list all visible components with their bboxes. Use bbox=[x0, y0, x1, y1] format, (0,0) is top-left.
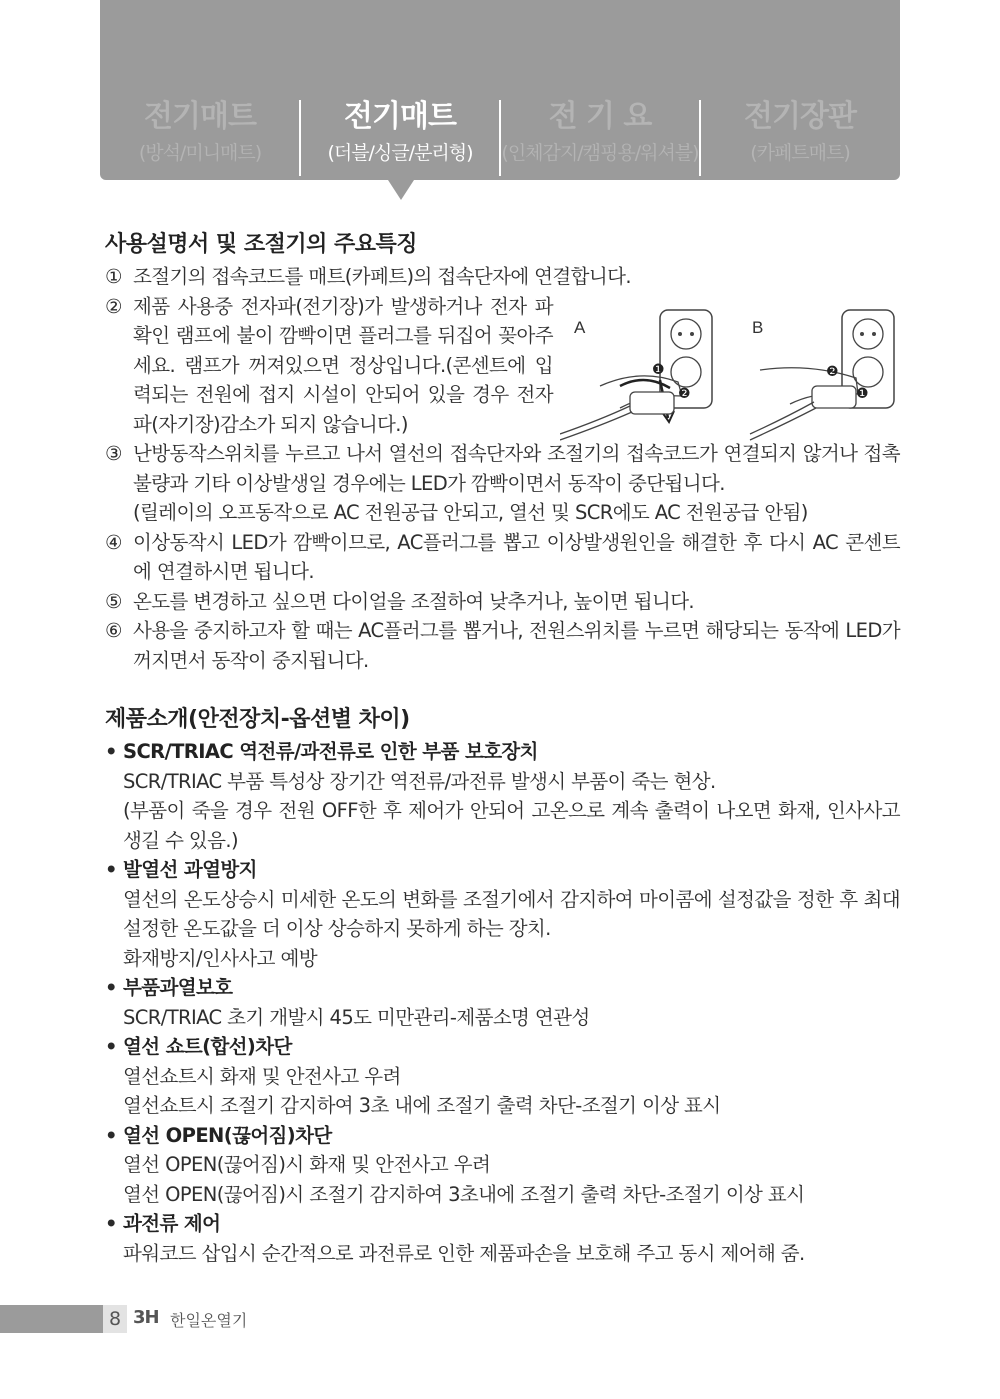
list-item bbox=[105, 439, 900, 528]
item-number: ① bbox=[105, 265, 122, 288]
feature-title: 열선 쇼트(합선)차단 bbox=[123, 1035, 292, 1058]
feature-item bbox=[105, 973, 900, 1032]
feature-item bbox=[105, 1032, 900, 1121]
item-text: 사용을 중지하고자 할 때는 AC플러그를 뽑거나, 전원스위치를 누르면 해당되는 동작에 LED가 꺼지면서 동작이 중지됩니다. bbox=[133, 619, 900, 672]
brand-logo: 3H bbox=[133, 1307, 159, 1328]
feature-text: (부품이 죽을 경우 전원 OFF한 후 제어가 안되어 고온으로 계속 출력이 나오면 화재, 인사사고 생길 수 있음.) bbox=[123, 799, 900, 852]
item-text: 조절기의 접속코드를 매트(카페트)의 접속단자에 연결합니다. bbox=[133, 265, 631, 288]
tab-subtitle: (방석/미니매트) bbox=[138, 142, 262, 164]
feature-title: 과전류 제어 bbox=[123, 1212, 221, 1235]
tab-electric-blanket[interactable] bbox=[500, 96, 700, 176]
bullet-dot: • bbox=[105, 1212, 117, 1235]
tab-title: 전 기 요 bbox=[548, 99, 652, 134]
feature-item bbox=[105, 737, 900, 855]
section-title-usage: 사용설명서 및 조절기의 주요특징 bbox=[105, 232, 418, 257]
feature-text: 열선 OPEN(끊어짐)시 화재 및 안전사고 우려 bbox=[123, 1153, 491, 1176]
tab-mat-double[interactable] bbox=[300, 96, 500, 176]
category-tab-bar bbox=[100, 0, 900, 180]
feature-item bbox=[105, 1209, 900, 1268]
feature-text: SCR/TRIAC 초기 개발시 45도 미만관리-제품소명 연관성 bbox=[123, 1005, 590, 1029]
tab-mat-cushion[interactable] bbox=[100, 96, 300, 176]
list-item bbox=[105, 528, 900, 587]
footer-bar bbox=[0, 1305, 103, 1333]
feature-text: 화재방지/인사사고 예방 bbox=[123, 946, 317, 970]
feature-item bbox=[105, 855, 900, 973]
feature-text: SCR/TRIAC 부품 특성상 장기간 역전류/과전류 발생시 부품이 죽는 현상. bbox=[123, 769, 716, 793]
tab-title: 전기장판 bbox=[744, 99, 856, 134]
list-item bbox=[105, 292, 553, 440]
item-number: ⑥ bbox=[105, 619, 122, 642]
feature-item bbox=[105, 1121, 900, 1210]
tab-subtitle: (인체감지/캠핑용/워셔블) bbox=[501, 142, 699, 164]
bullet-dot: • bbox=[105, 740, 117, 763]
bullet-dot: • bbox=[105, 858, 117, 881]
item-text: 이상동작시 LED가 깜빡이므로, AC플러그를 뽑고 이상발생원인을 해결한 후 다시 AC 콘센트에 연결하시면 됩니다. bbox=[133, 530, 900, 583]
tab-subtitle: (카페트매트) bbox=[750, 142, 850, 164]
feature-text: 열선쇼트시 화재 및 안전사고 우려 bbox=[123, 1064, 401, 1088]
manual-content bbox=[105, 228, 900, 1268]
bullet-dot: • bbox=[105, 1123, 117, 1147]
mark-1: ❶ bbox=[652, 362, 665, 378]
mark-2: ❷ bbox=[678, 386, 691, 402]
list-item bbox=[105, 587, 900, 617]
brand-name: 한일온열기 bbox=[170, 1311, 248, 1330]
bullet-dot: • bbox=[105, 1035, 117, 1058]
item-number: ⑤ bbox=[105, 589, 122, 613]
list-item bbox=[105, 262, 900, 292]
feature-title: 열선 OPEN(끊어짐)차단 bbox=[123, 1123, 332, 1147]
item-text: 제품 사용중 전자파(전기장)가 발생하거나 전자 파확인 램프에 불이 깜빡이면 플러그를 뒤집어 꽂아주세요. 램프가 꺼져있으면 정상입니다.(콘센트에 입력되는 전원에 접지 시설이 안되어 있을 경우 전자파(자기장)감소가 되지 않습니다.) bbox=[133, 294, 553, 436]
item-number: ③ bbox=[105, 442, 122, 465]
item-number: ② bbox=[105, 294, 122, 318]
feature-title: 발열선 과열방지 bbox=[123, 858, 257, 881]
page-number: 8 bbox=[103, 1305, 127, 1333]
feature-text: 파워코드 삽입시 순간적으로 과전류로 인한 제품파손을 보호해 주고 동시 제어해 줌. bbox=[123, 1241, 805, 1265]
tab-title: 전기매트 bbox=[144, 99, 256, 134]
tab-electric-pad[interactable] bbox=[700, 96, 900, 176]
bullet-dot: • bbox=[105, 976, 117, 999]
item-number: ④ bbox=[105, 530, 122, 554]
mark-2: ❷ bbox=[826, 364, 839, 380]
section-title-safety: 제품소개(안전장치-옵션별 차이) bbox=[105, 707, 410, 732]
active-tab-pointer bbox=[388, 180, 414, 200]
tab-subtitle: (더블/싱글/분리형) bbox=[327, 142, 473, 164]
figure-label-b: B bbox=[752, 318, 764, 337]
mark-1: ❶ bbox=[856, 386, 869, 402]
tab-title: 전기매트 bbox=[344, 99, 456, 134]
feature-text: 열선쇼트시 조절기 감지하여 3초 내에 조절기 출력 차단-조절기 이상 표시 bbox=[123, 1094, 721, 1117]
item-text: 온도를 변경하고 싶으면 다이얼을 조절하여 낮추거나, 높이면 됩니다. bbox=[133, 589, 695, 613]
feature-title: 부품과열보호 bbox=[123, 976, 233, 999]
item-note: (릴레이의 오프동작으로 AC 전원공급 안되고, 열선 및 SCR에도 AC 전원공급 안됨) bbox=[133, 501, 808, 524]
feature-text: 열선의 온도상승시 미세한 온도의 변화를 조절기에서 감지하여 마이콤에 설정값을 정한 후 최대 설정한 온도값을 더 이상 상승하지 못하게 하는 장치. bbox=[123, 887, 900, 940]
feature-text: 열선 OPEN(끊어짐)시 조절기 감지하여 3초내에 조절기 출력 차단-조절기 이상 표시 bbox=[123, 1182, 805, 1206]
figure-label-a: A bbox=[574, 318, 586, 337]
item-text: 난방동작스위치를 누르고 나서 열선의 접속단자와 조절기의 접속코드가 연결되지 않거나 접촉불량과 기타 이상발생일 경우에는 LED가 깜빡이면서 동작이 중단됩니다. bbox=[133, 442, 900, 495]
list-item bbox=[105, 616, 900, 675]
feature-title: SCR/TRIAC 역전류/과전류로 인한 부품 보호장치 bbox=[123, 740, 538, 763]
